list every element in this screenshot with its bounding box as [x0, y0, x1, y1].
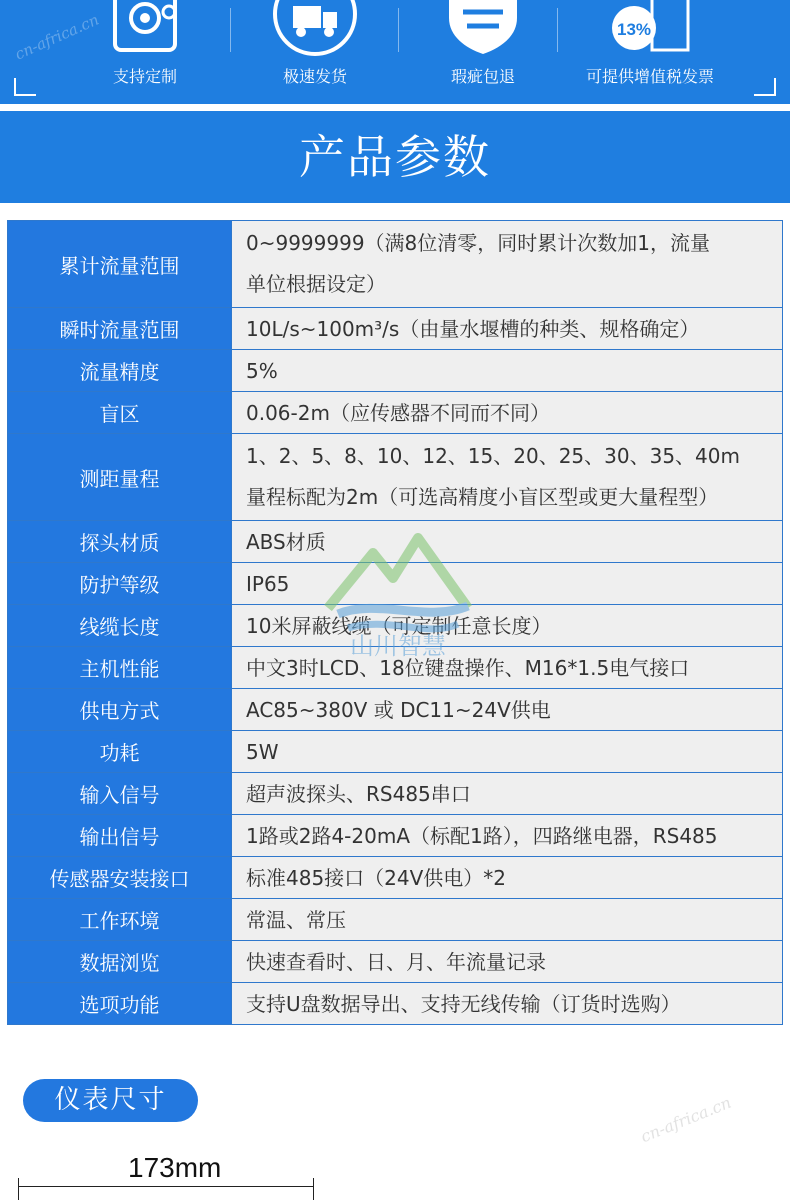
spec-key: 工作环境 [8, 899, 232, 941]
spec-value-line: 中文3时LCD、18位键盘操作、M16*1.5电气接口 [246, 655, 690, 680]
spec-value-line: 1路或2路4-20mA（标配1路），四路继电器，RS485 [246, 823, 718, 848]
feature-banner [0, 0, 790, 104]
feature-label: 可提供增值税发票 [585, 67, 714, 86]
spec-value-line: ABS材质 [246, 529, 326, 554]
feature-label: 支持定制 [112, 67, 177, 86]
spec-row [8, 773, 783, 815]
width-dimension-label: 173mm [128, 1152, 222, 1183]
dimension-tick [18, 1178, 19, 1200]
spec-value [232, 689, 783, 731]
section-header [0, 111, 790, 203]
spec-value-line: 10米屏蔽线缆（可定制任意长度） [246, 613, 552, 638]
spec-row [8, 815, 783, 857]
spec-row [8, 983, 783, 1025]
spec-key: 瞬时流量范围 [8, 308, 232, 350]
tax-invoice-icon [608, 0, 692, 56]
divider [230, 8, 231, 52]
mountain-river-logo [318, 528, 478, 658]
divider [557, 8, 558, 52]
spec-value-line: 超声波探头、RS485串口 [246, 781, 471, 806]
spec-value [232, 857, 783, 899]
spec-value-line: 量程标配为2m（可选高精度小盲区型或更大量程型） [246, 485, 719, 509]
spec-key: 输出信号 [8, 815, 232, 857]
tax-badge: 13% [616, 20, 652, 39]
spec-row [8, 941, 783, 983]
spec-value-line: 标准485接口（24V供电）*2 [246, 865, 507, 890]
spec-value [232, 392, 783, 434]
spec-value [232, 731, 783, 773]
spec-value-line: 单位根据设定） [246, 272, 386, 296]
spec-row [8, 731, 783, 773]
spec-key: 探头材质 [8, 521, 232, 563]
dimension-tick [313, 1178, 314, 1200]
divider [398, 8, 399, 52]
spec-value [232, 521, 783, 563]
spec-key: 数据浏览 [8, 941, 232, 983]
spec-key: 累计流量范围 [8, 221, 232, 308]
spec-key: 输入信号 [8, 773, 232, 815]
spec-key: 防护等级 [8, 563, 232, 605]
spec-key: 传感器安装接口 [8, 857, 232, 899]
spec-row [8, 899, 783, 941]
spec-row [8, 308, 783, 350]
spec-row [8, 689, 783, 731]
gear-icon [103, 0, 187, 56]
spec-value-line: 10L/s~100m³/s（由量水堰槽的种类、规格确定） [246, 316, 700, 341]
spec-value [232, 350, 783, 392]
spec-key: 流量精度 [8, 350, 232, 392]
spec-value-line: 5% [246, 358, 278, 383]
corner-bracket [754, 78, 776, 96]
spec-value-line: 常温、常压 [246, 907, 346, 932]
watermark-text: cn-africa.cn [12, 10, 102, 64]
corner-bracket [14, 78, 36, 96]
spec-value [232, 221, 783, 308]
spec-value [232, 605, 783, 647]
feature-label: 极速发货 [282, 67, 347, 86]
dimensions-title: 仪表尺寸 [23, 1079, 198, 1122]
spec-key: 线缆长度 [8, 605, 232, 647]
spec-key: 测距量程 [8, 434, 232, 521]
feature-label: 瑕疵包退 [450, 67, 515, 86]
spec-row [8, 350, 783, 392]
spec-value [232, 899, 783, 941]
spec-value [232, 815, 783, 857]
section-title: 产品参数 [299, 130, 491, 184]
spec-value [232, 434, 783, 521]
spec-value [232, 308, 783, 350]
spec-value-line: 0.06-2m（应传感器不同而不同） [246, 400, 550, 425]
spec-value-line: AC85~380V 或 DC11~24V供电 [246, 697, 551, 722]
feature-custom [70, 0, 220, 104]
logo-text: 山川智慧 [350, 632, 446, 658]
spec-value-line: IP65 [246, 571, 290, 596]
spec-value [232, 773, 783, 815]
spec-value [232, 647, 783, 689]
spec-key: 盲区 [8, 392, 232, 434]
spec-value-line: 1、2、5、8、10、12、15、20、25、30、35、40m [246, 444, 740, 468]
spec-key: 供电方式 [8, 689, 232, 731]
return-shield-icon [441, 0, 525, 56]
watermark-text: cn-africa.cn [637, 1092, 734, 1147]
truck-icon [273, 0, 357, 56]
spec-row [8, 434, 783, 521]
dimension-line [18, 1186, 314, 1187]
spec-key: 主机性能 [8, 647, 232, 689]
spec-value-line: 0~9999999（满8位清零，同时累计次数加1，流量 [246, 231, 711, 255]
spec-row [8, 221, 783, 308]
spec-row [8, 392, 783, 434]
feature-fast-shipping [240, 0, 390, 104]
spec-key: 功耗 [8, 731, 232, 773]
feature-invoice [575, 0, 725, 104]
spec-value [232, 941, 783, 983]
spec-value [232, 563, 783, 605]
spec-row [8, 857, 783, 899]
feature-return [408, 0, 558, 104]
spec-value-line: 5W [246, 739, 279, 764]
spec-value [232, 983, 783, 1025]
spec-value-line: 支持U盘数据导出、支持无线传输（订货时选购） [246, 991, 681, 1016]
spec-value-line: 快速查看时、日、月、年流量记录 [246, 949, 546, 974]
spec-key: 选项功能 [8, 983, 232, 1025]
